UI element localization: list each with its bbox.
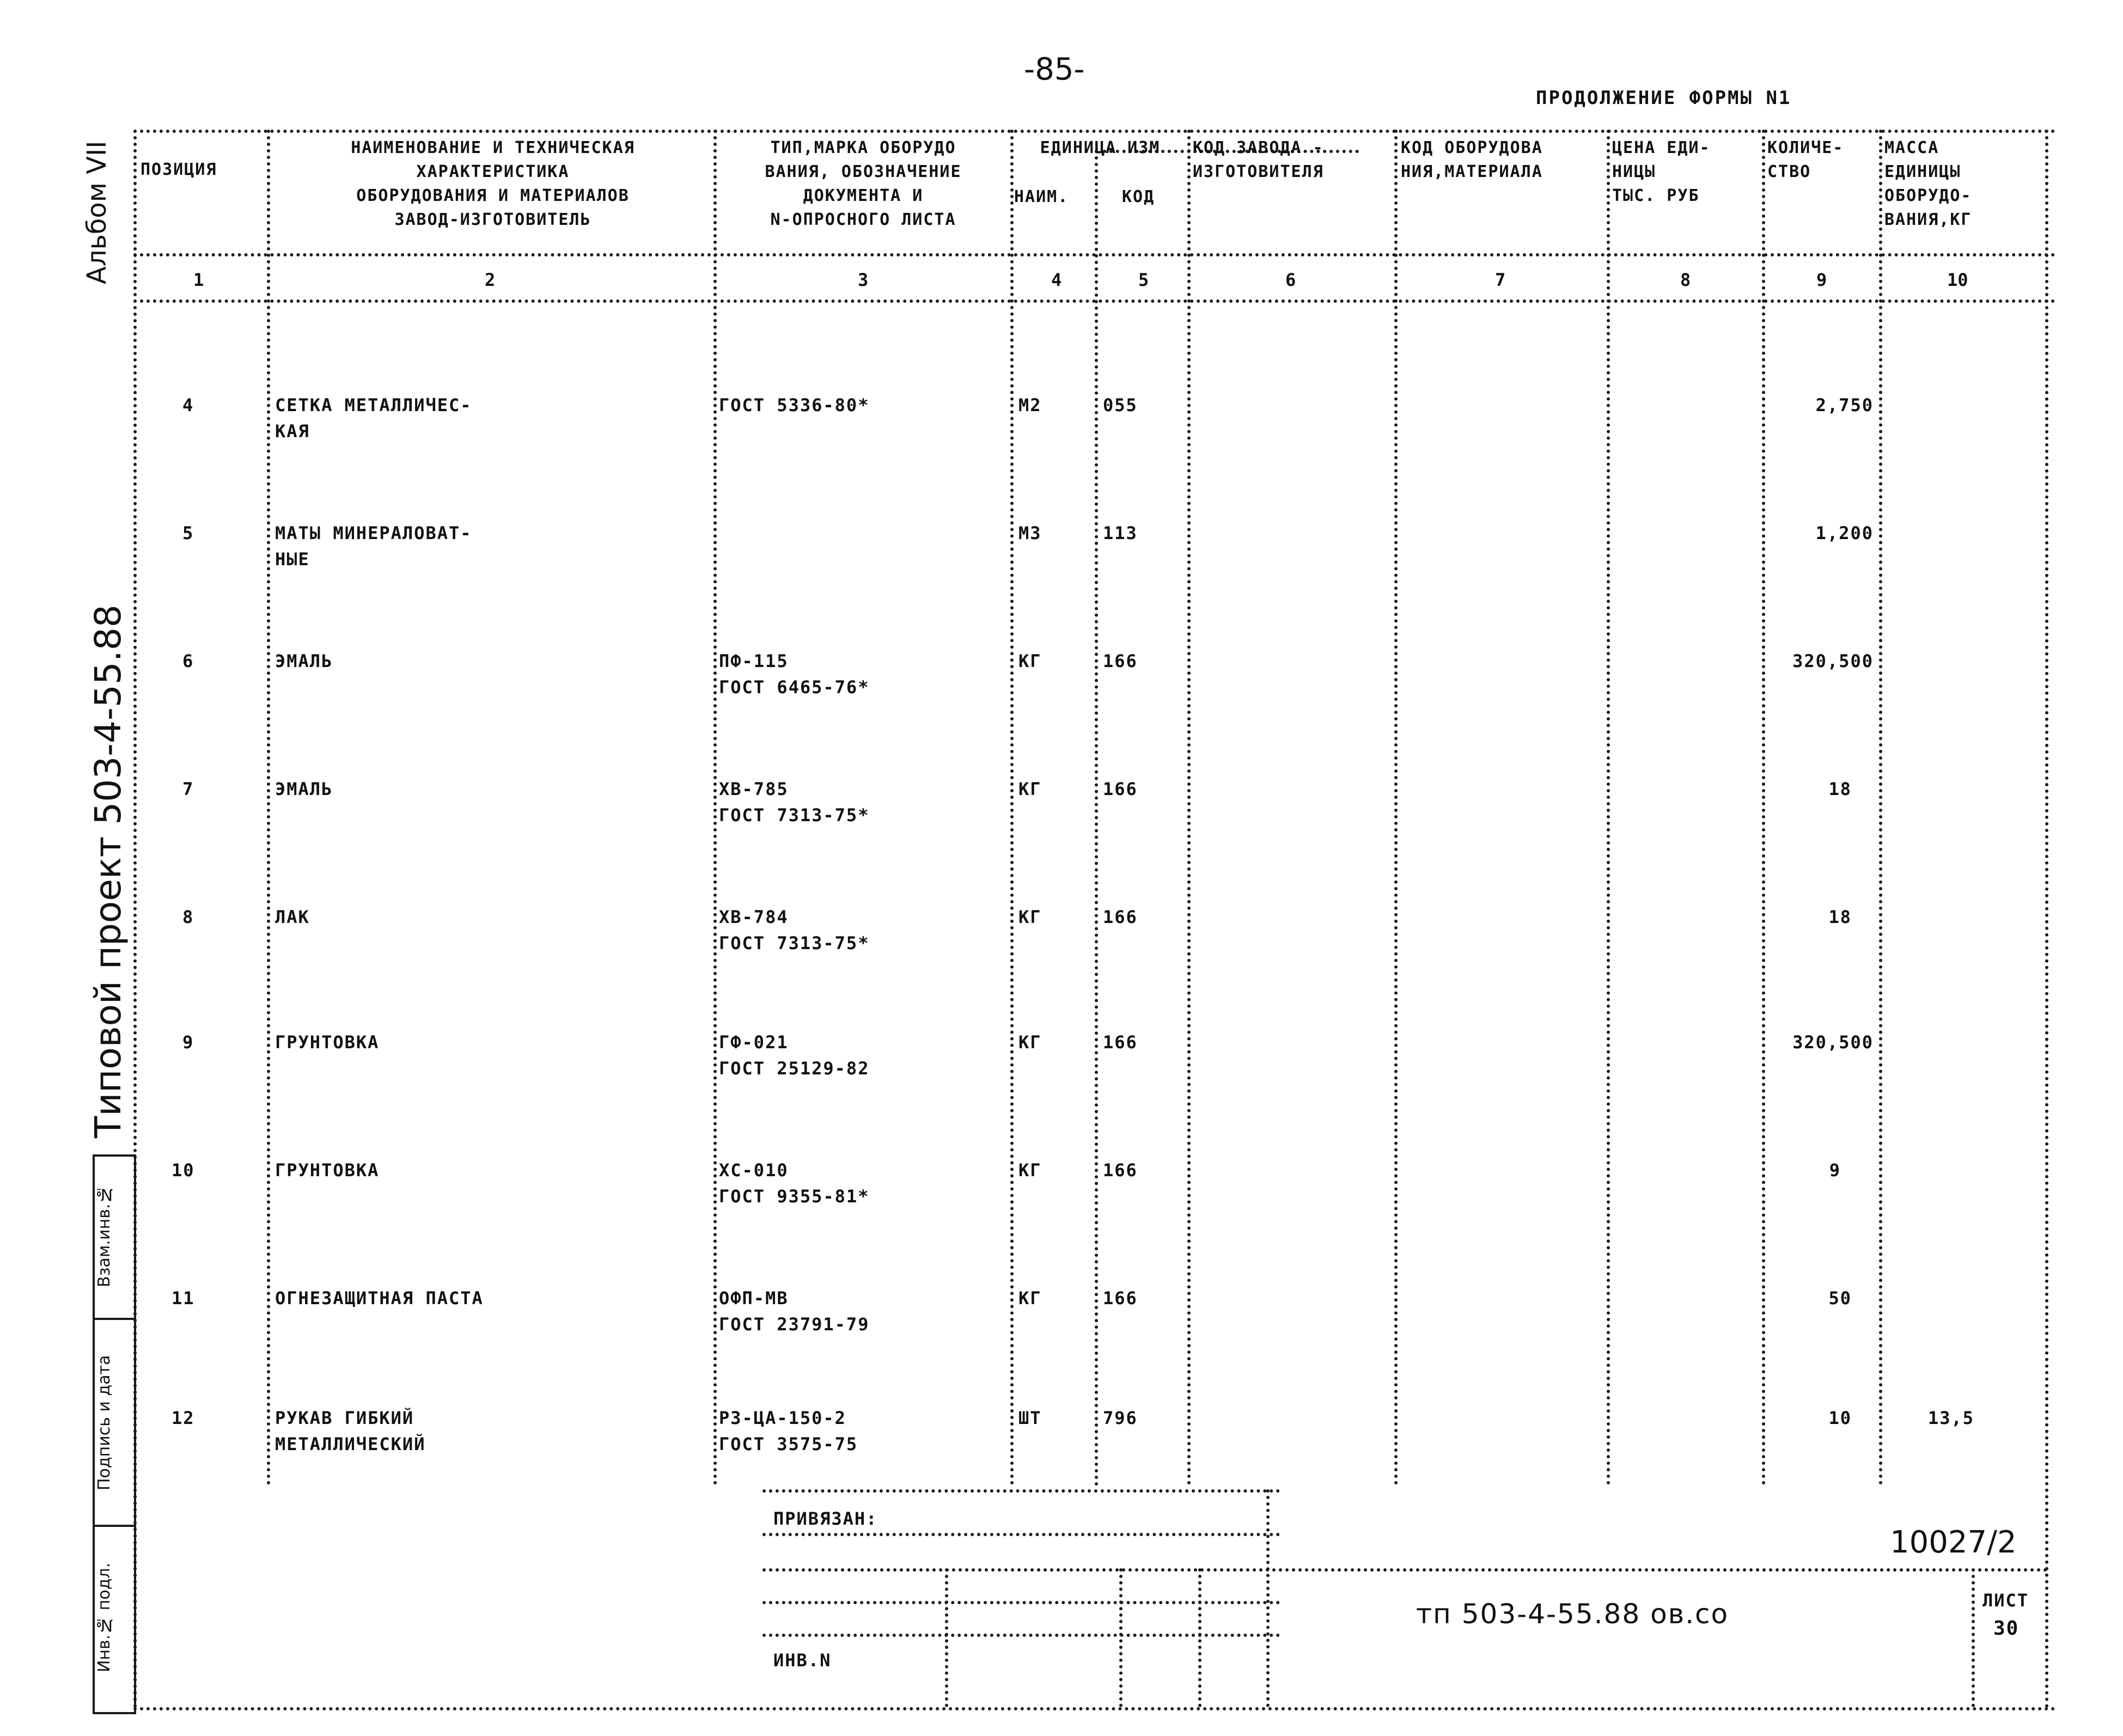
row-name: ГРУНТОВКА	[275, 1160, 380, 1181]
row-quantity: 9	[1829, 1160, 1841, 1181]
row-unit-code: 166	[1103, 1160, 1138, 1181]
row-position: 6	[182, 651, 194, 671]
table-top-rule	[133, 130, 2056, 133]
colnum-2: 2	[485, 270, 496, 290]
row-quantity: 18	[1828, 779, 1852, 799]
header-quantity: КОЛИЧЕ- СТВО	[1767, 138, 1844, 181]
row-position: 8	[182, 907, 194, 927]
row-position: 10	[172, 1160, 195, 1181]
row-document: ГФ-021 ГОСТ 25129-82	[719, 1032, 870, 1079]
header-equipment-code: КОД ОБОРУДОВА НИЯ,МАТЕРИАЛА	[1401, 138, 1543, 181]
row-document: ХС-010 ГОСТ 9355-81*	[719, 1160, 870, 1207]
row-unit: КГ	[1018, 779, 1042, 799]
row-quantity: 1,200	[1815, 523, 1874, 543]
header-factory-code: КОД ЗАВОДА - ИЗГОТОВИТЕЛЯ	[1193, 138, 1324, 181]
col-divider	[267, 130, 270, 1486]
colnum-7: 7	[1495, 270, 1506, 290]
row-name: ЭМАЛЬ	[275, 779, 333, 799]
row-unit-code: 166	[1103, 779, 1138, 799]
titleblock-rule	[762, 1489, 1280, 1493]
stamp-signature-date: Подпись и дата	[95, 1355, 114, 1490]
sheet-number: 30	[1993, 1617, 2020, 1640]
header-price: ЦЕНА ЕДИ- НИЦЫ ТЫС. РУБ	[1612, 138, 1711, 205]
row-unit: КГ	[1018, 1288, 1042, 1309]
row-name: ЛАК	[275, 907, 310, 927]
inventory-label: ИНВ.N	[773, 1650, 832, 1671]
row-quantity: 320,500	[1792, 651, 1874, 671]
row-quantity: 10	[1828, 1408, 1852, 1428]
header-position: ПОЗИЦИЯ	[141, 160, 217, 179]
row-unit-code: 166	[1103, 907, 1138, 927]
row-position: 12	[172, 1408, 195, 1428]
col-divider	[1095, 150, 1098, 1487]
row-document: РЗ-ЦА-150-2 ГОСТ 3575-75	[719, 1408, 858, 1454]
stamp-divider	[93, 1318, 134, 1320]
header-mass: МАССА ЕДИНИЦЫ ОБОРУДО- ВАНИЯ,КГ	[1884, 138, 1972, 229]
row-document: ХВ-784 ГОСТ 7313-75*	[719, 907, 870, 953]
titleblock-divider	[1119, 1568, 1122, 1707]
row-document: ПФ-115 ГОСТ 6465-76*	[719, 651, 870, 698]
titleblock-divider	[945, 1568, 948, 1707]
colnum-8: 8	[1680, 270, 1691, 290]
row-position: 4	[182, 395, 194, 415]
titleblock-rule	[762, 1634, 1280, 1637]
row-position: 9	[182, 1032, 194, 1053]
titleblock-rule	[762, 1533, 1280, 1536]
row-mass: 13,5	[1928, 1408, 1975, 1428]
form-continuation-note: ПРОДОЛЖЕНИЕ ФОРМЫ N1	[1536, 87, 1792, 109]
row-quantity: 2,750	[1815, 395, 1874, 415]
row-name: ОГНЕЗАЩИТНАЯ ПАСТА	[275, 1288, 484, 1309]
colnum-5: 5	[1138, 270, 1149, 290]
album-label: Альбом VII	[82, 140, 112, 284]
colnum-3: 3	[858, 270, 869, 290]
row-position: 5	[182, 523, 194, 543]
stamp-divider	[93, 1525, 134, 1527]
col-divider	[713, 130, 717, 1486]
row-unit-code: 166	[1103, 1288, 1138, 1309]
handwritten-number: 10027/2	[1890, 1525, 2017, 1560]
row-unit: КГ	[1018, 651, 1042, 671]
document-code: тп 503-4-55.88 ов.со	[1416, 1598, 1729, 1630]
row-name: РУКАВ ГИБКИЙ МЕТАЛЛИЧЕСКИЙ	[275, 1408, 426, 1454]
table-right-rule	[2045, 130, 2048, 1709]
titleblock-divider	[1266, 1489, 1270, 1707]
stamp-replacement-inv: Взам.инв.№	[95, 1184, 114, 1288]
row-name: ЭМАЛЬ	[275, 651, 333, 671]
row-quantity: 50	[1828, 1288, 1852, 1309]
col-divider	[1010, 130, 1014, 1486]
row-unit-code: 796	[1103, 1408, 1138, 1428]
colnum-10: 10	[1947, 270, 1968, 290]
tied-label: ПРИВЯЗАН:	[773, 1508, 878, 1529]
colnum-1: 1	[193, 270, 204, 290]
col-divider	[1879, 130, 1882, 1486]
row-unit-code: 166	[1103, 1032, 1138, 1053]
header-unit-code: КОД	[1122, 187, 1155, 206]
table-bottom-rule	[133, 1707, 2056, 1710]
row-document: ОФП-МВ ГОСТ 23791-79	[719, 1288, 870, 1335]
col-divider	[1394, 130, 1398, 1486]
row-quantity: 18	[1828, 907, 1852, 927]
page-number: -85-	[1024, 52, 1085, 87]
header-name: НАИМЕНОВАНИЕ И ТЕХНИЧЕСКАЯ ХАРАКТЕРИСТИКА ОБОРУДОВАНИЯ И МАТЕРИАЛОВ ЗАВОД-ИЗГОТОВИТЕЛЬ	[351, 138, 635, 229]
header-type-doc: ТИП,МАРКА ОБОРУДО ВАНИЯ, ОБОЗНАЧЕНИЕ ДОКУМЕНТА И N-ОПРОСНОГО ЛИСТА	[765, 138, 962, 229]
row-document: ХВ-785 ГОСТ 7313-75*	[719, 779, 870, 826]
header-unit-name: НАИМ.	[1014, 187, 1069, 206]
row-position: 7	[182, 779, 194, 799]
project-label: Типовой проект 503-4-55.88	[87, 604, 129, 1138]
row-unit: КГ	[1018, 907, 1042, 927]
titleblock-divider	[1198, 1568, 1201, 1707]
row-unit: М2	[1018, 395, 1042, 415]
colnum-4: 4	[1051, 270, 1062, 290]
col-divider	[1762, 130, 1765, 1486]
row-unit-code: 055	[1103, 395, 1138, 415]
row-name: СЕТКА МЕТАЛЛИЧЕС- КАЯ	[275, 395, 472, 442]
row-unit-code: 113	[1103, 523, 1138, 543]
row-name: МАТЫ МИНЕРАЛОВАТ- НЫЕ	[275, 523, 472, 570]
colnum-9: 9	[1816, 270, 1827, 290]
sheet-label: ЛИСТ	[1982, 1590, 2029, 1611]
row-name: ГРУНТОВКА	[275, 1032, 380, 1053]
table-left-rule	[133, 130, 137, 1709]
row-unit: КГ	[1018, 1032, 1042, 1053]
row-unit-code: 166	[1103, 651, 1138, 671]
stamp-original-inv: Инв.№ подл.	[95, 1562, 114, 1672]
col-divider	[1607, 130, 1610, 1486]
header-unit: ЕДИНИЦА ИЗМ	[1040, 138, 1161, 157]
titleblock-rule	[762, 1568, 2048, 1572]
titleblock-divider	[1972, 1568, 1975, 1707]
row-unit: КГ	[1018, 1160, 1042, 1181]
row-unit: М3	[1018, 523, 1042, 543]
row-document: ГОСТ 5336-80*	[719, 395, 870, 415]
row-quantity: 320,500	[1792, 1032, 1874, 1053]
colnum-6: 6	[1285, 270, 1296, 290]
titleblock-rule	[762, 1601, 1280, 1604]
col-divider	[1187, 130, 1191, 1486]
row-position: 11	[172, 1288, 195, 1309]
row-unit: ШТ	[1018, 1408, 1042, 1428]
